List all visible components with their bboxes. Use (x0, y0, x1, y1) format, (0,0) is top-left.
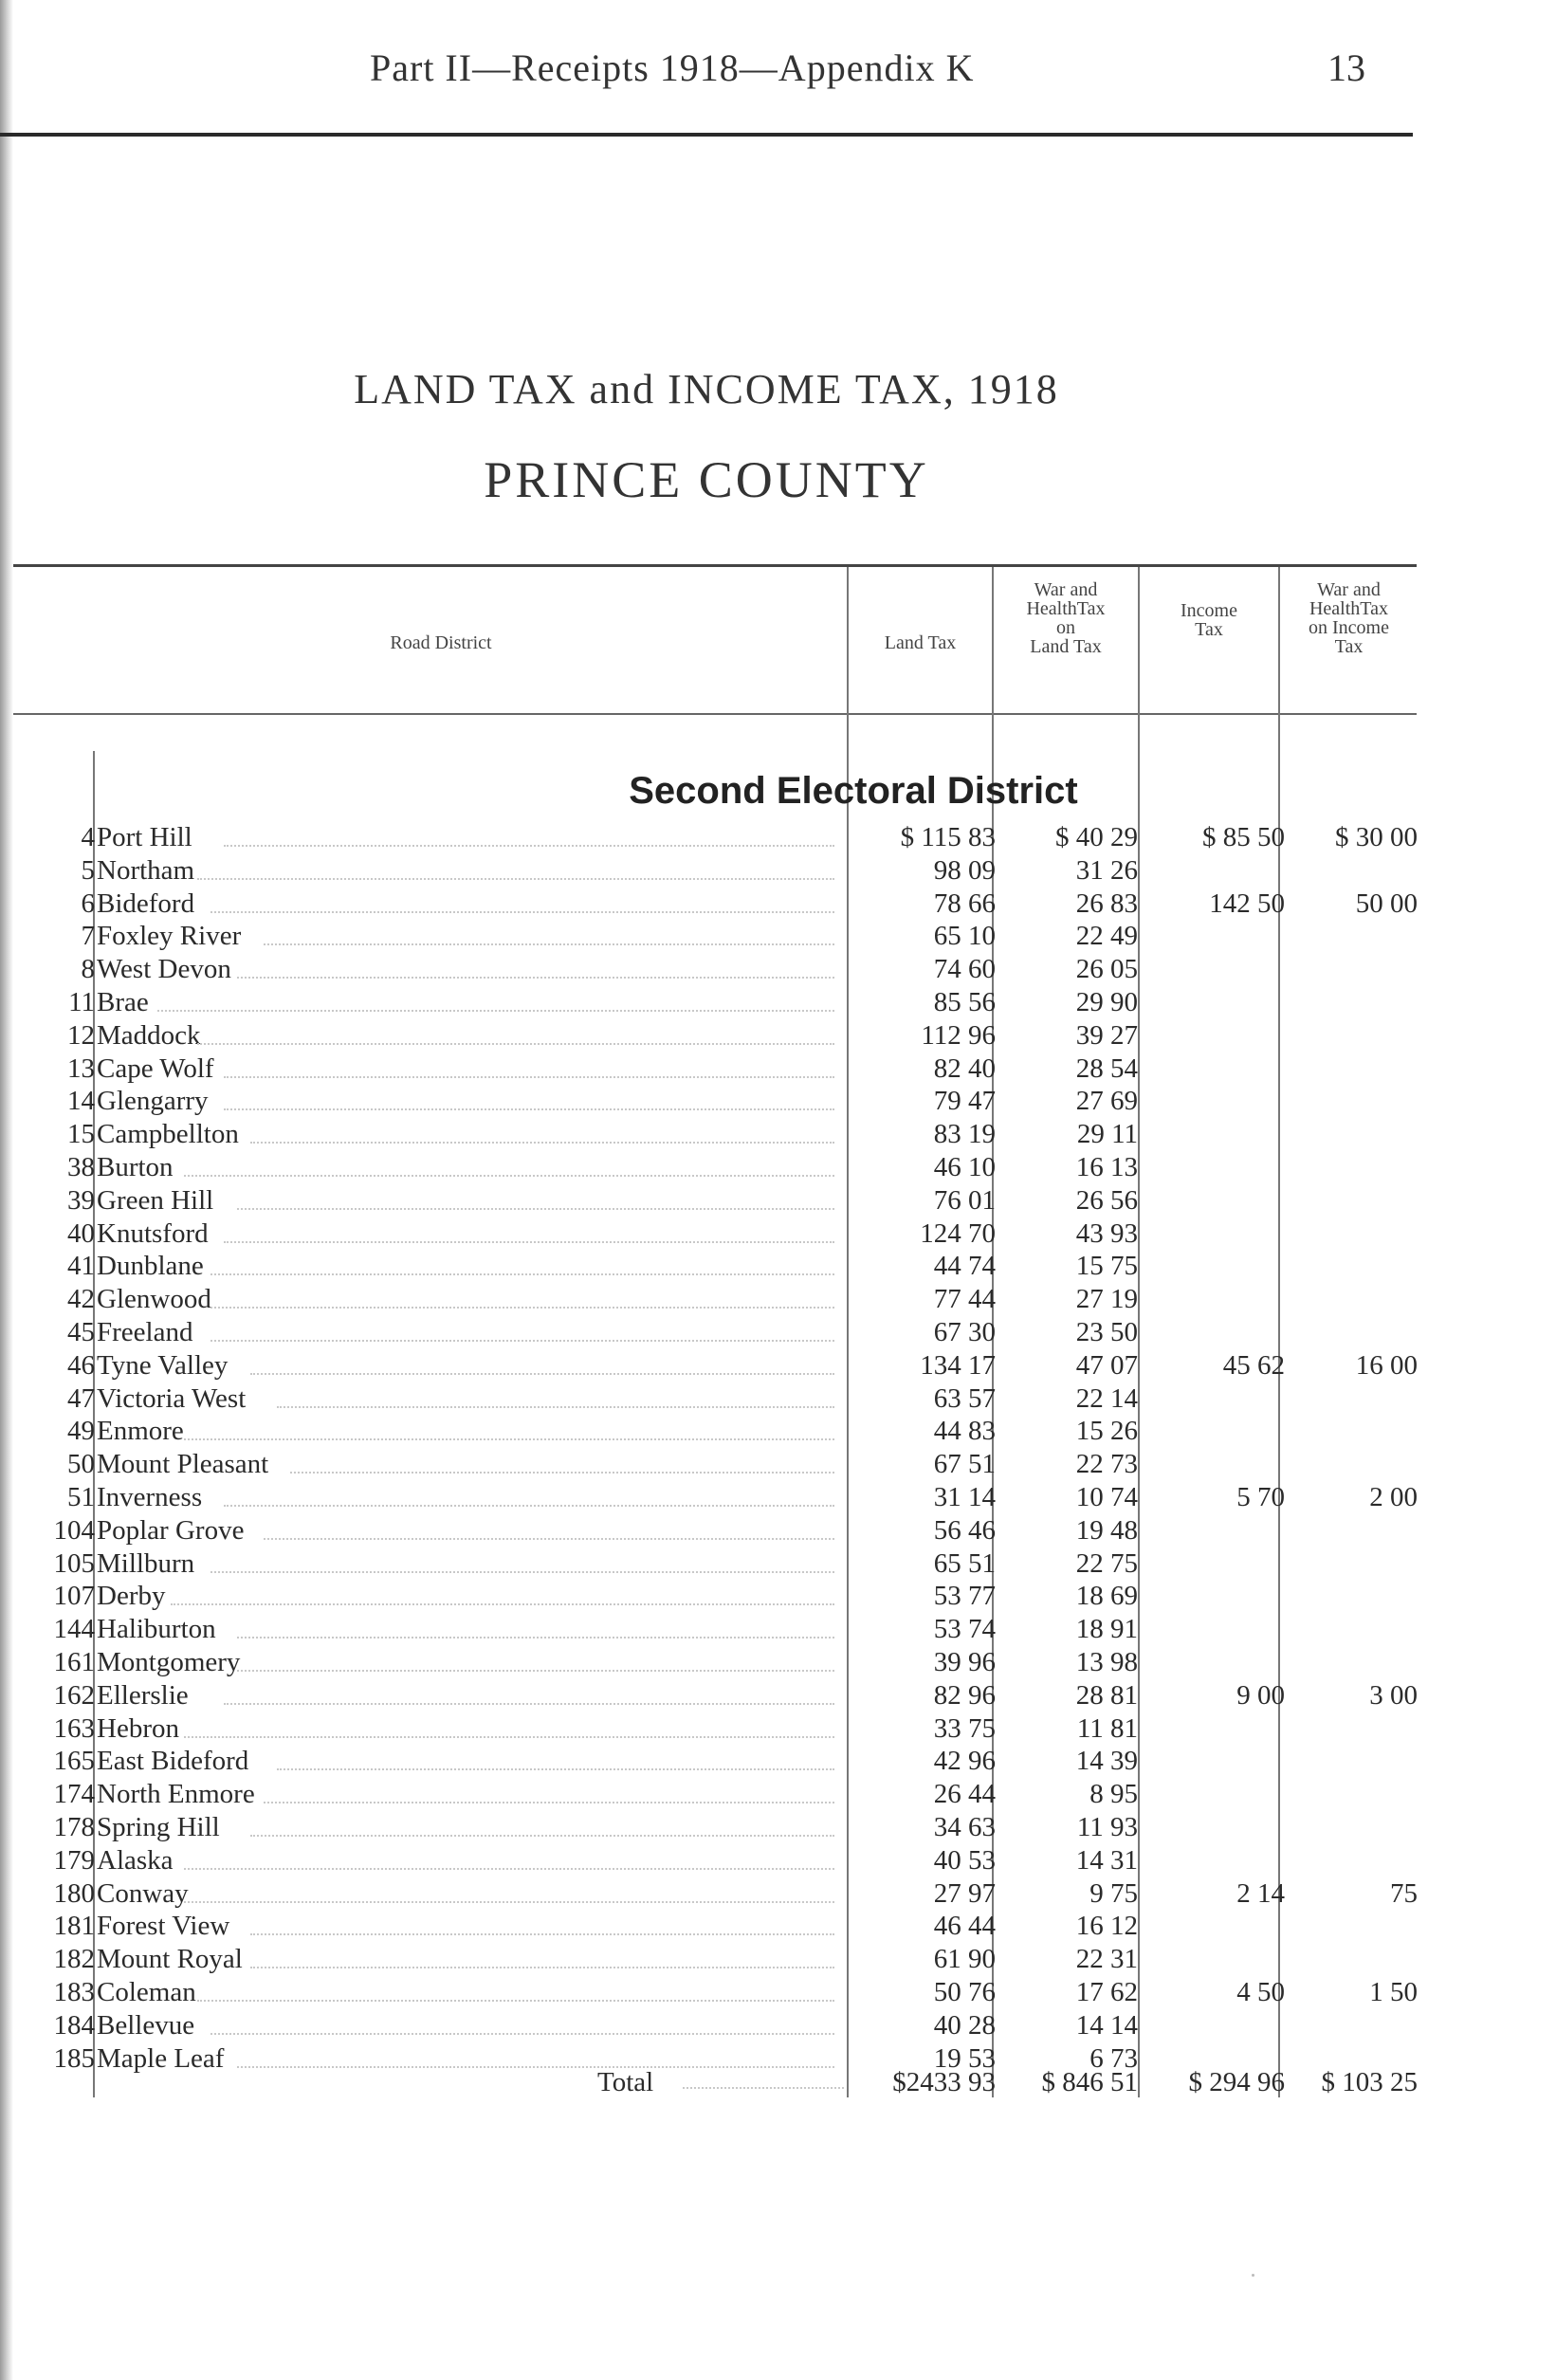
war-health-land-value: 22 31 (1075, 1944, 1138, 1975)
war-health-income-value: $ 30 00 (1335, 822, 1418, 852)
table-row (0, 1053, 1422, 1086)
leader-dots (250, 1933, 834, 1935)
table-row (0, 1151, 1422, 1184)
table-row (0, 953, 1422, 986)
district-name: Northam (97, 854, 195, 886)
district-name: Freeland (97, 1317, 193, 1347)
district-name: Inverness (97, 1482, 203, 1512)
leader-dots (250, 1142, 834, 1144)
leader-dots (224, 1505, 834, 1507)
table-top-rule (13, 564, 1417, 567)
table-row (0, 1250, 1422, 1283)
leader-dots (197, 878, 834, 880)
district-name: Spring Hill (97, 1812, 220, 1842)
district-number: 107 (53, 1581, 95, 1612)
column-header-war-health-land-line: HealthTax (1026, 598, 1106, 619)
land-tax-value: 56 46 (933, 1514, 996, 1546)
war-health-land-value: 15 75 (1075, 1251, 1138, 1282)
land-tax-value: 40 53 (933, 1844, 996, 1876)
district-number: 12 (67, 1019, 95, 1051)
land-tax-value: 134 17 (920, 1349, 996, 1381)
leader-dots (211, 911, 834, 913)
district-name: Dunblane (97, 1251, 204, 1282)
district-name: Bellevue (97, 2009, 195, 2041)
war-health-land-value: 31 26 (1075, 854, 1138, 886)
district-number: 178 (53, 1812, 95, 1842)
table-row (0, 1547, 1422, 1581)
war-health-land-value: 28 81 (1075, 1679, 1138, 1711)
district-number: 104 (53, 1514, 95, 1546)
column-header-district: Road District (390, 632, 492, 653)
district-name: Derby (97, 1581, 166, 1612)
income-tax-value: $ 85 50 (1202, 822, 1285, 852)
income-tax-value: 2 14 (1236, 1877, 1285, 1909)
land-tax-value: 39 96 (933, 1647, 996, 1677)
district-number: 13 (67, 1053, 95, 1084)
district-name: Cape Wolf (97, 1053, 214, 1084)
district-name: Haliburton (97, 1614, 216, 1645)
war-health-land-value: 39 27 (1075, 1019, 1138, 1051)
district-name: Brae (97, 987, 149, 1017)
table-row (0, 1349, 1422, 1382)
war-health-land-value: 47 07 (1075, 1349, 1138, 1381)
district-number: 184 (53, 2009, 95, 2041)
table-row (0, 1019, 1422, 1053)
leader-dots (290, 1472, 834, 1474)
war-health-land-value: 29 11 (1076, 1119, 1138, 1150)
war-health-land-value: 19 48 (1075, 1514, 1138, 1546)
land-tax-value: 34 63 (933, 1812, 996, 1842)
table-row (0, 1316, 1422, 1349)
column-header-war-health-land (994, 580, 1138, 656)
land-tax-value: 82 40 (933, 1053, 996, 1084)
leader-dots (184, 1175, 834, 1177)
war-health-land-value: 17 62 (1075, 1977, 1138, 2007)
leader-dots (197, 1043, 834, 1045)
table-row (0, 1712, 1422, 1746)
district-number: 6 (81, 888, 95, 919)
income-tax-value: 142 50 (1209, 888, 1285, 919)
war-health-land-value: 18 91 (1075, 1614, 1138, 1645)
total-land-tax: $2433 93 (892, 2067, 996, 2097)
land-tax-value: 46 10 (933, 1152, 996, 1182)
war-health-land-value: 26 05 (1075, 954, 1138, 985)
war-health-land-value: 10 74 (1075, 1482, 1138, 1512)
table-row (0, 920, 1422, 953)
district-name: Conway (97, 1877, 189, 1909)
land-tax-value: 124 70 (920, 1217, 996, 1249)
leader-dots (264, 1538, 834, 1540)
district-number: 181 (53, 1911, 95, 1942)
war-health-land-value: 22 14 (1075, 1382, 1138, 1414)
district-name: Campbellton (97, 1119, 239, 1150)
district-number: 183 (53, 1977, 95, 2007)
war-health-income-value: 16 00 (1355, 1349, 1418, 1381)
land-tax-value: 98 09 (933, 854, 996, 886)
district-name: Coleman (97, 1977, 196, 2007)
district-number: 165 (53, 1746, 95, 1777)
leader-dots (171, 1603, 834, 1605)
land-tax-value: 44 83 (933, 1416, 996, 1447)
war-health-land-value: 28 54 (1075, 1053, 1138, 1084)
district-number: 144 (53, 1614, 95, 1645)
table-row (0, 986, 1422, 1019)
district-name: Hebron (97, 1712, 179, 1744)
page-header (0, 46, 1556, 102)
war-health-land-value: 11 81 (1076, 1712, 1138, 1744)
table-row (0, 1877, 1422, 1911)
war-health-income-value: 1 50 (1369, 1977, 1418, 2007)
district-name: Forest View (97, 1911, 230, 1942)
war-health-land-value: 11 93 (1076, 1812, 1138, 1842)
land-tax-value: 61 90 (933, 1944, 996, 1975)
leader-dots (277, 1768, 834, 1770)
district-name: North Enmore (97, 1779, 255, 1810)
total-war-health-income: $ 103 25 (1321, 2067, 1418, 2097)
table-row (0, 1415, 1422, 1448)
column-header-war-health-income (1280, 580, 1418, 656)
table-row (0, 854, 1422, 888)
table-row (0, 1778, 1422, 1811)
column-header-war-health-land-line: Land Tax (1030, 636, 1102, 657)
leader-dots (237, 1208, 834, 1210)
war-health-land-value: 23 50 (1075, 1317, 1138, 1347)
table-row (0, 1976, 1422, 2009)
district-name: Tyne Valley (97, 1349, 229, 1381)
district-number: 182 (53, 1944, 95, 1975)
page-number: 13 (1327, 46, 1365, 89)
district-number: 11 (68, 987, 95, 1017)
district-name: Mount Royal (97, 1944, 243, 1975)
land-tax-value: 77 44 (933, 1284, 996, 1315)
district-number: 41 (67, 1251, 95, 1282)
table-row (0, 1283, 1422, 1316)
column-header-war-health-land-line: on (1056, 617, 1075, 638)
leader-dots (184, 1438, 834, 1440)
district-number: 8 (81, 954, 95, 985)
land-tax-value: 78 66 (933, 888, 996, 919)
district-number: 46 (67, 1349, 95, 1381)
section-heading: Second Electoral District (629, 770, 1078, 812)
district-number: 47 (67, 1382, 95, 1414)
district-number: 40 (67, 1217, 95, 1249)
land-tax-value: 76 01 (933, 1184, 996, 1216)
column-header-war-health-income-line: HealthTax (1309, 598, 1388, 619)
war-health-land-value: 29 90 (1075, 987, 1138, 1017)
leader-dots (264, 943, 834, 945)
total-row (0, 2063, 1422, 2101)
paper-speck (1252, 2274, 1254, 2277)
total-label: Total (597, 2067, 654, 2097)
table-row (0, 2009, 1422, 2042)
column-header-war-health-income-line: Tax (1334, 636, 1364, 657)
district-name: West Devon (97, 954, 231, 985)
table-row (0, 1811, 1422, 1844)
table-row (0, 1613, 1422, 1646)
column-header-war-health-income-line: on Income (1309, 617, 1389, 638)
leader-dots (157, 1010, 834, 1012)
leader-dots (211, 1340, 834, 1342)
district-number: 4 (81, 822, 95, 852)
income-tax-value: 9 00 (1236, 1679, 1285, 1711)
land-tax-value: 40 28 (933, 2009, 996, 2041)
column-header-war-health-income-line: War and (1317, 579, 1381, 600)
district-name: Burton (97, 1152, 174, 1182)
table-row (0, 1646, 1422, 1679)
district-name: Maple Leaf (97, 2042, 225, 2074)
land-tax-value: 53 77 (933, 1581, 996, 1612)
running-title: Part II—Receipts 1918—Appendix K (370, 46, 975, 89)
document-title: LAND TAX and INCOME TAX, 1918 (354, 366, 1059, 412)
war-health-land-value: 26 56 (1075, 1184, 1138, 1216)
district-number: 163 (53, 1712, 95, 1744)
leader-dots (224, 1108, 834, 1110)
district-number: 49 (67, 1416, 95, 1447)
leader-dots (224, 1076, 834, 1078)
war-health-land-value: 43 93 (1075, 1217, 1138, 1249)
leader-dots (224, 1703, 834, 1705)
table-row (0, 1448, 1422, 1481)
war-health-income-value: 75 (1390, 1877, 1418, 1909)
war-health-land-value: 15 26 (1075, 1416, 1138, 1447)
district-number: 38 (67, 1152, 95, 1182)
leader-dots (250, 1373, 834, 1375)
district-number: 45 (67, 1317, 95, 1347)
war-health-land-value: 22 73 (1075, 1449, 1138, 1480)
land-tax-value: 53 74 (933, 1614, 996, 1645)
leader-dots (683, 2087, 844, 2089)
war-health-land-value: $ 40 29 (1055, 822, 1138, 852)
table-row (0, 1514, 1422, 1547)
district-name: Maddock (97, 1019, 201, 1051)
district-name: Bideford (97, 888, 195, 919)
leader-dots (224, 845, 834, 847)
land-tax-value: 19 53 (933, 2042, 996, 2074)
land-tax-value: 44 74 (933, 1251, 996, 1282)
income-tax-value: 5 70 (1236, 1482, 1285, 1512)
land-tax-value: 67 51 (933, 1449, 996, 1480)
war-health-land-value: 13 98 (1075, 1647, 1138, 1677)
district-number: 185 (53, 2042, 95, 2074)
district-name: East Bideford (97, 1746, 249, 1777)
district-number: 180 (53, 1877, 95, 1909)
war-health-land-value: 18 69 (1075, 1581, 1138, 1612)
land-tax-value: 65 10 (933, 921, 996, 952)
land-tax-value: 50 76 (933, 1977, 996, 2007)
table-row (0, 1844, 1422, 1877)
land-tax-value: 79 47 (933, 1086, 996, 1117)
total-war-health-land: $ 846 51 (1041, 2067, 1138, 2097)
land-tax-value: $ 115 83 (900, 822, 996, 852)
county-title: PRINCE COUNTY (484, 451, 929, 508)
district-name: Alaska (97, 1844, 174, 1876)
column-header-land-tax: Land Tax (884, 632, 957, 653)
land-tax-value: 85 56 (933, 987, 996, 1017)
land-tax-value: 83 19 (933, 1119, 996, 1150)
total-income-tax: $ 294 96 (1188, 2067, 1285, 2097)
war-health-land-value: 14 14 (1075, 2009, 1138, 2041)
table-row (0, 1910, 1422, 1943)
land-tax-value: 112 96 (921, 1019, 996, 1051)
leader-dots (250, 1967, 834, 1968)
district-number: 161 (53, 1647, 95, 1677)
table-row (0, 1580, 1422, 1613)
leader-dots (211, 1307, 834, 1309)
district-name: Ellerslie (97, 1679, 189, 1711)
table-row (0, 1217, 1422, 1251)
land-tax-value: 27 97 (933, 1877, 996, 1909)
war-health-land-value: 27 19 (1075, 1284, 1138, 1315)
district-number: 174 (53, 1779, 95, 1810)
table-row (0, 1085, 1422, 1118)
column-header-income-tax (1140, 601, 1278, 639)
leader-dots (237, 1670, 834, 1672)
leader-dots (277, 1406, 834, 1408)
war-health-land-value: 8 95 (1089, 1779, 1138, 1810)
column-header-war-health-land-line: War and (1034, 579, 1098, 600)
war-health-land-value: 22 49 (1075, 921, 1138, 952)
land-tax-value: 63 57 (933, 1382, 996, 1414)
district-name: Millburn (97, 1547, 195, 1579)
leader-dots (237, 977, 834, 979)
table-row (0, 1481, 1422, 1514)
column-header-income-tax-line: Income (1181, 600, 1237, 621)
district-number: 162 (53, 1679, 95, 1711)
district-name: Green Hill (97, 1184, 214, 1216)
leader-dots (211, 1571, 834, 1573)
district-name: Foxley River (97, 921, 242, 952)
district-name: Poplar Grove (97, 1514, 245, 1546)
district-name: Port Hill (97, 822, 192, 852)
leader-dots (184, 1901, 834, 1903)
district-name: Mount Pleasant (97, 1449, 269, 1480)
war-health-income-value: 3 00 (1369, 1679, 1418, 1711)
district-name: Victoria West (97, 1382, 247, 1414)
district-number: 39 (67, 1184, 95, 1216)
header-rule (0, 133, 1413, 137)
war-health-land-value: 14 39 (1075, 1746, 1138, 1777)
table-row (0, 1118, 1422, 1151)
column-header-income-tax-line: Tax (1195, 619, 1223, 640)
table-row (0, 1184, 1422, 1217)
table-row (0, 1943, 1422, 1976)
table-row (0, 821, 1422, 854)
war-health-land-value: 26 83 (1075, 888, 1138, 919)
district-number: 51 (67, 1482, 95, 1512)
table-row (0, 888, 1422, 921)
land-tax-value: 26 44 (933, 1779, 996, 1810)
war-health-income-value: 50 00 (1355, 888, 1418, 919)
district-name: Enmore (97, 1416, 184, 1447)
land-tax-value: 82 96 (933, 1679, 996, 1711)
war-health-land-value: 14 31 (1075, 1844, 1138, 1876)
district-name: Glengarry (97, 1086, 209, 1117)
land-tax-value: 42 96 (933, 1746, 996, 1777)
war-health-land-value: 16 13 (1075, 1152, 1138, 1182)
district-number: 179 (53, 1844, 95, 1876)
district-number: 7 (81, 921, 95, 952)
table-row (0, 1745, 1422, 1778)
district-number: 15 (67, 1119, 95, 1150)
income-tax-value: 4 50 (1236, 1977, 1285, 2007)
land-tax-value: 33 75 (933, 1712, 996, 1744)
table-header-rule (13, 713, 1417, 715)
leader-dots (237, 1637, 834, 1639)
war-health-land-value: 9 75 (1089, 1877, 1138, 1909)
leader-dots (197, 2000, 834, 2002)
land-tax-value: 67 30 (933, 1317, 996, 1347)
leader-dots (211, 2033, 834, 2035)
war-health-income-value: 2 00 (1369, 1482, 1418, 1512)
district-number: 5 (81, 854, 95, 886)
leader-dots (250, 1835, 834, 1837)
district-number: 105 (53, 1547, 95, 1579)
district-number: 50 (67, 1449, 95, 1480)
war-health-land-value: 16 12 (1075, 1911, 1138, 1942)
war-health-land-value: 22 75 (1075, 1547, 1138, 1579)
land-tax-value: 74 60 (933, 954, 996, 985)
income-tax-value: 45 62 (1222, 1349, 1285, 1381)
district-name: Montgomery (97, 1647, 241, 1677)
district-name: Knutsford (97, 1217, 209, 1249)
war-health-land-value: 27 69 (1075, 1086, 1138, 1117)
land-tax-value: 31 14 (933, 1482, 996, 1512)
table-row (0, 1679, 1422, 1712)
district-number: 42 (67, 1284, 95, 1315)
leader-dots (264, 1802, 834, 1803)
district-name: Glenwood (97, 1284, 211, 1315)
land-tax-value: 46 44 (933, 1911, 996, 1942)
leader-dots (184, 1736, 834, 1738)
war-health-land-value: 6 73 (1089, 2042, 1138, 2074)
leader-dots (224, 1241, 834, 1243)
table-row (0, 1382, 1422, 1416)
leader-dots (211, 1273, 834, 1275)
leader-dots (184, 1868, 834, 1870)
land-tax-value: 65 51 (933, 1547, 996, 1579)
district-number: 14 (67, 1086, 95, 1117)
